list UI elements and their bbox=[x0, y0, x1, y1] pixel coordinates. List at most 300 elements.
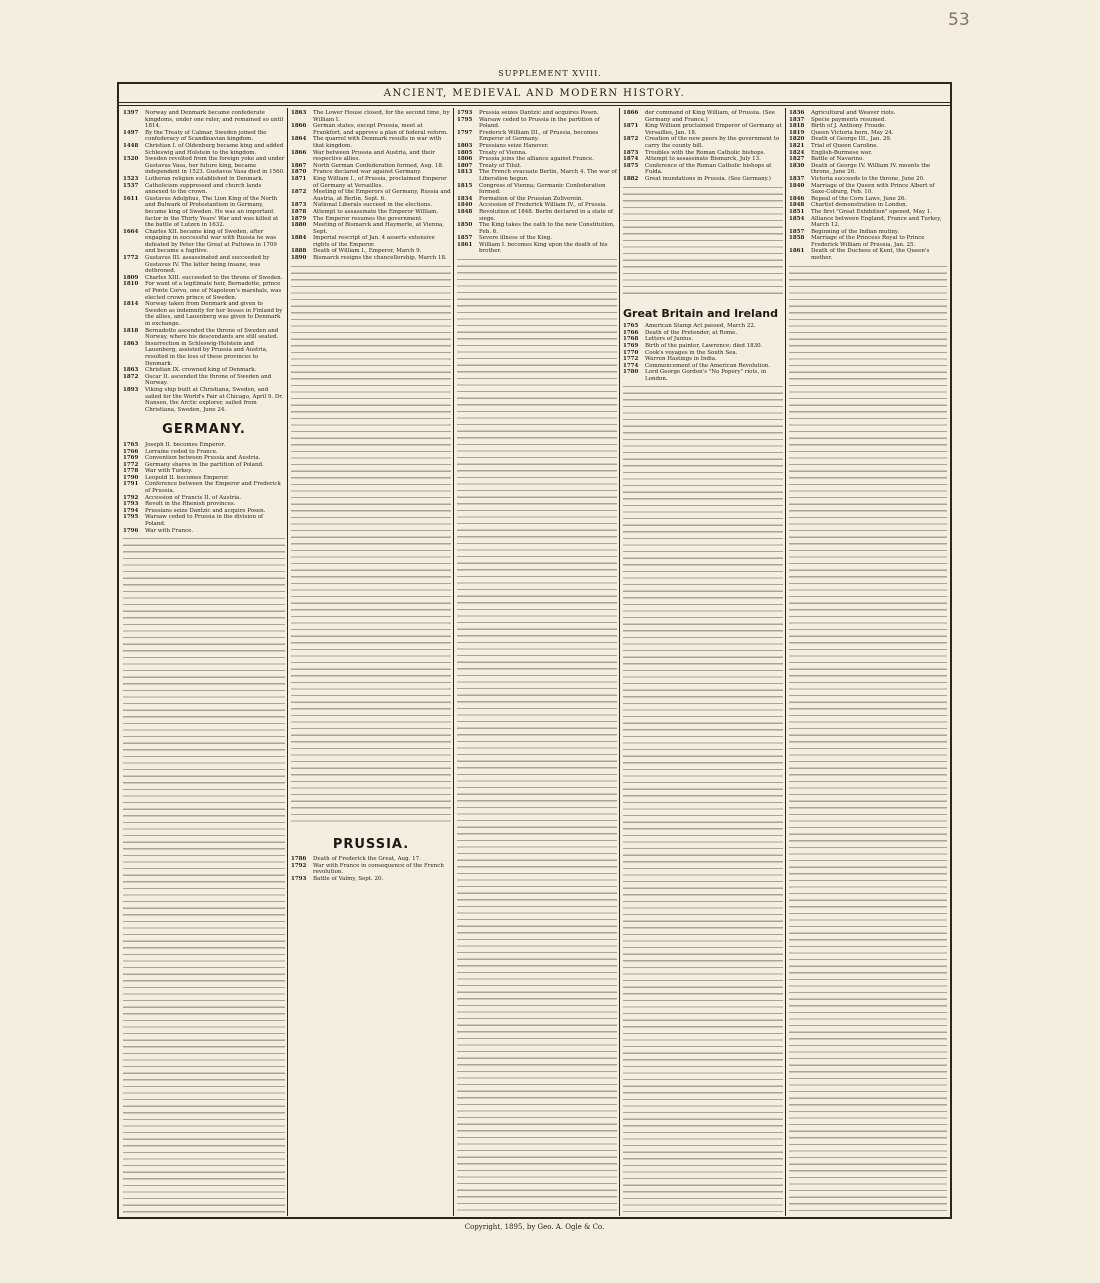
entry-year: 1790 bbox=[123, 474, 139, 481]
entry-year: 1523 bbox=[123, 175, 139, 182]
text-continuation bbox=[291, 264, 451, 824]
entry-year: 1864 bbox=[291, 136, 307, 143]
history-entry bbox=[457, 156, 617, 163]
history-entry bbox=[457, 163, 617, 170]
history-entry bbox=[123, 281, 285, 301]
entry-text: Trial of Queen Caroline. bbox=[811, 142, 879, 149]
great-britain-cont-list bbox=[789, 110, 947, 262]
history-entry bbox=[291, 163, 451, 170]
entry-year: 1884 bbox=[291, 235, 307, 242]
great-britain-list bbox=[623, 323, 783, 382]
entry-year: 1850 bbox=[457, 222, 473, 229]
history-entry bbox=[123, 275, 285, 282]
entry-text: The Lower House closed, for the second time, by William I. bbox=[313, 110, 450, 123]
entry-year: 1824 bbox=[789, 149, 805, 156]
history-entry bbox=[623, 356, 783, 363]
entry-text: Attempt to assassinate Bismarck, July 13. bbox=[645, 156, 761, 163]
entry-year: 1846 bbox=[789, 195, 805, 202]
entry-text: Conference of the Roman Catholic bishops at Fulda. bbox=[645, 162, 772, 176]
history-entry bbox=[123, 495, 285, 502]
entry-year: 1772 bbox=[123, 461, 139, 468]
history-entry bbox=[123, 229, 285, 255]
entry-text: Agricultural and Weaver riots. bbox=[811, 110, 896, 116]
entry-text: Attempt to assassinate the Emperor William. bbox=[313, 208, 439, 215]
history-frame bbox=[117, 82, 952, 1219]
entry-text: Leopold II. becomes Emperor. bbox=[145, 474, 229, 481]
entry-text: William I. becomes King upon the death of his brother. bbox=[479, 241, 608, 255]
text-continuation bbox=[457, 257, 617, 1214]
entry-text: War with Turkey. bbox=[145, 468, 193, 475]
entry-year: 1810 bbox=[123, 281, 139, 288]
germany-list bbox=[123, 442, 285, 534]
entry-text: Formation of the Prussian Zollverein. bbox=[479, 195, 584, 202]
page-title: ANCIENT, MEDIEVAL AND MODERN HISTORY. bbox=[383, 88, 686, 99]
entry-text: Letters of Junius. bbox=[645, 336, 694, 343]
entry-year: 1893 bbox=[123, 386, 139, 393]
entry-year: 1796 bbox=[123, 527, 139, 534]
history-entry bbox=[123, 501, 285, 508]
text-continuation bbox=[623, 384, 783, 1214]
history-entry bbox=[789, 209, 947, 216]
history-entry bbox=[623, 163, 783, 176]
entry-text: Death of the Pretender, at Rome. bbox=[645, 329, 738, 336]
history-entry bbox=[623, 343, 783, 350]
history-entry bbox=[789, 117, 947, 124]
history-entry bbox=[623, 363, 783, 370]
entry-year: 1880 bbox=[291, 222, 307, 229]
entry-text: Catholicism suppressed and church lands annexed to the crown. bbox=[145, 182, 262, 196]
entry-year: 1874 bbox=[623, 156, 639, 163]
entry-text: Revolution of 1848. Berlin declared in a state of siege. bbox=[479, 208, 614, 222]
entry-text: Joseph II. becomes Emperor. bbox=[145, 441, 226, 448]
copyright-line: Copyright, 1895, by Geo. A. Ogle & Co. bbox=[464, 1223, 605, 1231]
entry-text: German states, except Prussia, meet at Frankfort, and approve a plan of federal reform. bbox=[313, 123, 449, 136]
entry-year: 1772 bbox=[623, 356, 639, 363]
history-entry bbox=[623, 330, 783, 337]
history-entry bbox=[457, 143, 617, 150]
history-entry bbox=[123, 143, 285, 156]
history-entry bbox=[457, 235, 617, 242]
entry-year: 1807 bbox=[457, 162, 473, 169]
entry-year: 1840 bbox=[789, 182, 805, 189]
history-entry bbox=[291, 202, 451, 209]
page-number: 53 bbox=[948, 10, 970, 30]
entry-year: 1870 bbox=[291, 169, 307, 176]
entry-year: 1861 bbox=[789, 248, 805, 255]
entry-year: 1780 bbox=[623, 369, 639, 376]
history-entry bbox=[123, 514, 285, 527]
entry-text: The King takes the oath to the new Constitution, Feb. 6. bbox=[479, 222, 615, 235]
entry-year: 1866 bbox=[291, 123, 307, 130]
entry-year: 1813 bbox=[457, 169, 473, 176]
text-continuation bbox=[623, 185, 783, 295]
entry-text: Death of William I., Emperor, March 9. bbox=[313, 248, 422, 255]
entry-year: 1858 bbox=[789, 235, 805, 242]
prussia-cont-list bbox=[457, 110, 617, 255]
title-rule-double bbox=[119, 105, 950, 106]
germany-cont-list bbox=[291, 110, 451, 262]
entry-year: 1837 bbox=[789, 116, 805, 123]
entry-text: Lorraine ceded to France. bbox=[145, 448, 218, 455]
entry-text: Revolt in the Rhenish provinces. bbox=[145, 501, 236, 508]
entry-year: 1778 bbox=[123, 468, 139, 475]
history-entry bbox=[123, 449, 285, 456]
history-entry bbox=[623, 156, 783, 163]
history-entry bbox=[291, 176, 451, 189]
entry-year: 1664 bbox=[123, 228, 139, 235]
entry-year: 1809 bbox=[123, 274, 139, 281]
entry-text: Accession of Francis II. of Austria. bbox=[145, 494, 242, 501]
entry-text: Insurrection in Schleswig-Holstein and Lauenberg, assisted by Prussia and Austria, resulted in the loss of these provinces to Denmark. bbox=[145, 340, 268, 367]
entry-text: English-Burmese war. bbox=[811, 149, 873, 156]
history-entry bbox=[123, 156, 285, 176]
entry-year: 1861 bbox=[457, 241, 473, 248]
entry-year: 1795 bbox=[457, 116, 473, 123]
history-entry bbox=[291, 169, 451, 176]
entry-text: Meeting of Bismarck and Haymerle, at Vienna, Sept. bbox=[313, 222, 445, 235]
entry-text: Lord George Gordon's "No Popery" riots, in London. bbox=[645, 369, 767, 382]
history-entry bbox=[789, 248, 947, 261]
entry-text: Bernadotte ascended the throne of Sweden and Norway, where his descendants are still seated. bbox=[145, 327, 279, 341]
entry-year: 1611 bbox=[123, 195, 139, 202]
entry-year: 1857 bbox=[457, 235, 473, 242]
entry-year: 1866 bbox=[291, 149, 307, 156]
entry-text: Christian I. of Oldenburg became king and added Schleswig and Holstein to the kingdom. bbox=[145, 142, 284, 156]
entry-text: The first "Great Exhibition" opened, May 1. bbox=[811, 208, 933, 215]
history-entry bbox=[123, 341, 285, 367]
entry-year: 1890 bbox=[291, 255, 307, 262]
column-divider bbox=[785, 108, 786, 1216]
entry-year: 1888 bbox=[291, 248, 307, 255]
entry-text: Great inundations in Prussia. (See Germany.) bbox=[645, 175, 771, 182]
history-entry bbox=[291, 189, 451, 202]
history-entry bbox=[123, 130, 285, 143]
entry-year: 1821 bbox=[789, 142, 805, 149]
entry-year: 1772 bbox=[123, 255, 139, 262]
entry-year: 1791 bbox=[123, 481, 139, 488]
history-entry bbox=[291, 248, 451, 255]
entry-text: Warsaw ceded to Prussia in the division of Poland. bbox=[145, 514, 264, 528]
history-entry bbox=[457, 202, 617, 209]
section-heading-prussia: PRUSSIA. bbox=[332, 836, 410, 852]
entry-year: 1793 bbox=[457, 110, 473, 116]
history-entry bbox=[123, 367, 285, 374]
column-divider bbox=[453, 108, 454, 1216]
column-2 bbox=[291, 110, 451, 1214]
history-entry bbox=[789, 176, 947, 183]
history-entry bbox=[291, 222, 451, 235]
entry-text: Gustavus Adolphus, The Lion King of the North and Bulwark of Protestantism in Germany, became king of Sweden. He was an important factor in the Thirty Years' War and was killed at the battle of Lutzen in 1632. bbox=[145, 195, 279, 229]
entry-text: Gustavus III. assassinated and succeeded by Gustavus IV. The latter being insane, was dethroned. bbox=[145, 255, 270, 275]
history-entry bbox=[789, 110, 947, 117]
entry-text: Death of George IV. William IV. mounts the throne, June 26. bbox=[811, 162, 931, 176]
history-entry bbox=[123, 301, 285, 327]
entry-text: Prussia seizes Dantzic and acquires Posen. bbox=[479, 110, 599, 116]
entry-year: 1819 bbox=[789, 129, 805, 136]
history-entry bbox=[789, 150, 947, 157]
entry-text: War between Prussia and Austria, and their respective allies. bbox=[313, 149, 435, 163]
entry-year: 1875 bbox=[623, 162, 639, 169]
entry-text: Charles XII. became king of Sweden, after engaging in successful war with Russia he was defeated by Peter the Great at Pultowa in 1709 and became a fugitive. bbox=[145, 228, 277, 255]
history-entry bbox=[123, 442, 285, 449]
entry-year: 1806 bbox=[457, 156, 473, 163]
history-entry bbox=[291, 110, 451, 123]
history-entry bbox=[457, 183, 617, 196]
entry-text: North German Confederation formed, Aug. 18. bbox=[313, 162, 444, 169]
prussia-end-list bbox=[623, 110, 783, 183]
entry-text: Birth of J. Anthony Froude. bbox=[811, 123, 887, 130]
entry-text: Creation of the new peers by the government to carry the county bill. bbox=[645, 136, 780, 149]
entry-text: Specie payments resumed. bbox=[811, 116, 887, 123]
entry-text: Treaty of Tilsit. bbox=[479, 162, 522, 169]
entry-text: Warsaw ceded to Prussia in the partition of Poland. bbox=[479, 116, 600, 130]
history-entry bbox=[789, 183, 947, 196]
entry-year: 1792 bbox=[123, 494, 139, 501]
history-entry bbox=[123, 481, 285, 494]
history-entry bbox=[123, 196, 285, 229]
history-entry bbox=[123, 255, 285, 275]
entry-year: 1793 bbox=[123, 501, 139, 508]
entry-text: Accession of Frederick William IV., of Prussia. bbox=[479, 202, 608, 209]
entry-year: 1878 bbox=[291, 208, 307, 215]
history-entry bbox=[789, 216, 947, 229]
entry-year: 1786 bbox=[291, 856, 307, 863]
history-entry bbox=[623, 336, 783, 343]
entry-text: Warren Hastings in India. bbox=[645, 356, 717, 363]
entry-text: King William proclaimed Emperor of Germany at Versailles, Jan. 18. bbox=[645, 123, 782, 136]
history-entry bbox=[789, 202, 947, 209]
entry-year: 1774 bbox=[623, 362, 639, 369]
entry-year: 1857 bbox=[789, 228, 805, 235]
entry-text: Birth of the painter, Lawrence; died 1830. bbox=[645, 342, 763, 349]
history-entry bbox=[291, 216, 451, 223]
history-entry bbox=[123, 176, 285, 183]
entry-text: Victoria succeeds to the throne, June 20. bbox=[811, 175, 925, 182]
history-entry bbox=[457, 150, 617, 157]
history-entry bbox=[623, 323, 783, 330]
prussia-list bbox=[291, 856, 451, 882]
entry-text: France declared war against Germany. bbox=[313, 169, 422, 176]
entry-year: 1769 bbox=[123, 455, 139, 462]
entry-year: 1854 bbox=[789, 215, 805, 222]
entry-text: Death of George III., Jan. 29. bbox=[811, 136, 892, 143]
history-entry bbox=[623, 150, 783, 157]
entry-text: American Stamp Act passed, March 22. bbox=[645, 323, 756, 330]
entry-text: Prussians seize Dantzic and acquire Posen. bbox=[145, 507, 266, 514]
entry-year: 1863 bbox=[291, 110, 307, 116]
entry-year: 1803 bbox=[457, 142, 473, 149]
history-entry bbox=[291, 856, 451, 863]
entry-year: 1848 bbox=[457, 208, 473, 215]
supplement-label: SUPPLEMENT XVIII. bbox=[498, 69, 602, 78]
entry-year: 1873 bbox=[623, 149, 639, 156]
entry-year: 1827 bbox=[789, 156, 805, 163]
history-entry bbox=[291, 255, 451, 262]
history-entry bbox=[123, 468, 285, 475]
entry-text: The French evacuate Berlin, March 4. The war of Liberation begun. bbox=[479, 169, 617, 182]
entry-text: Conference between the Emperor and Frederick of Prussia. bbox=[145, 481, 281, 495]
history-entry bbox=[789, 136, 947, 143]
history-entry bbox=[123, 183, 285, 196]
entry-year: 1840 bbox=[457, 202, 473, 209]
entry-year: 1770 bbox=[623, 349, 639, 356]
history-entry bbox=[457, 110, 617, 117]
entry-text: Chartist demonstration in London. bbox=[811, 202, 908, 209]
history-entry bbox=[789, 163, 947, 176]
history-entry bbox=[123, 475, 285, 482]
entry-text: Frederick William III., of Prussia, becomes Emperor of Germany. bbox=[479, 129, 599, 143]
entry-year: 1769 bbox=[623, 342, 639, 349]
entry-text: Marriage of the Queen with Prince Albert of Saxe-Coburg, Feb. 10. bbox=[811, 182, 935, 196]
entry-text: Christian IX. crowned king of Denmark. bbox=[145, 367, 257, 374]
entry-year: 1797 bbox=[457, 129, 473, 136]
entry-year: 1872 bbox=[623, 136, 639, 143]
history-entry bbox=[123, 528, 285, 535]
entry-text: Beginning of the Indian mutiny. bbox=[811, 228, 900, 235]
history-entry bbox=[457, 196, 617, 203]
section-heading-germany: GERMANY. bbox=[162, 422, 246, 438]
entry-year: 1818 bbox=[789, 123, 805, 130]
entry-text: Severe illness of the King. bbox=[479, 235, 553, 242]
history-entry bbox=[457, 169, 617, 182]
entry-text: Prussia joins the alliance against France. bbox=[479, 156, 594, 163]
history-entry bbox=[291, 863, 451, 876]
column-5 bbox=[789, 110, 947, 1214]
entry-text: Alliance between England, France and Turkey, March 12. bbox=[811, 215, 942, 229]
text-continuation bbox=[789, 264, 947, 1214]
entry-year: 1879 bbox=[291, 215, 307, 222]
history-entry bbox=[457, 209, 617, 222]
entry-year: 1765 bbox=[623, 323, 639, 330]
entry-text: Marriage of the Princess Royal to Prince Frederick William of Prussia, Jan. 25. bbox=[811, 235, 925, 248]
history-entry bbox=[623, 369, 783, 382]
text-continuation bbox=[123, 536, 285, 1214]
entry-text: der command of King William, of Prussia. (See Germany and France.) bbox=[645, 110, 775, 123]
entry-text: Viking ship built at Christiana, Sweden, and sailed for the World's Fair at Chicago, April 9. Dr. Nansen, the Arctic explorer, sailed from Christiana, Sweden, June 24. bbox=[145, 386, 284, 413]
entry-year: 1815 bbox=[457, 182, 473, 189]
history-entry bbox=[623, 123, 783, 136]
entry-text: Sweden revolted from the foreign yoke and under Gustavus Vasa, her future king, became independent in 1523. Gustavus Vasa died in 1560. bbox=[145, 156, 285, 176]
history-entry bbox=[789, 196, 947, 203]
history-entry bbox=[623, 176, 783, 183]
entry-year: 1497 bbox=[123, 129, 139, 136]
history-entry bbox=[457, 130, 617, 143]
entry-year: 1848 bbox=[789, 202, 805, 209]
history-entry bbox=[457, 242, 617, 255]
column-3 bbox=[457, 110, 617, 1214]
entry-text: Commencement of the American Revolution. bbox=[645, 362, 771, 369]
section-heading-great-britain: Great Britain and Ireland bbox=[623, 306, 778, 320]
entry-text: Cook's voyages in the South Sea. bbox=[645, 349, 738, 356]
entry-year: 1863 bbox=[123, 340, 139, 347]
entry-text: Congress of Vienna; Germanic Confederation formed. bbox=[479, 182, 606, 196]
history-entry bbox=[123, 462, 285, 469]
entry-year: 1851 bbox=[789, 208, 805, 215]
entry-text: Death of the Duchess of Kent, the Queen's mother. bbox=[811, 248, 930, 262]
entry-year: 1805 bbox=[457, 149, 473, 156]
entry-text: Meeting of the Emperors of Germany, Russia and Austria, at Berlin, Sept. 6. bbox=[313, 189, 451, 202]
entry-text: For want of a legitimate heir, Bernadotte, prince of Ponte Corvo, one of Napoleon's marshals, was elected crown prince of Sweden. bbox=[145, 281, 282, 301]
history-entry bbox=[623, 136, 783, 149]
history-entry bbox=[789, 143, 947, 150]
entry-year: 1837 bbox=[789, 175, 805, 182]
history-entry bbox=[789, 235, 947, 248]
entry-year: 1768 bbox=[623, 336, 639, 343]
entry-text: The Emperor resumes the government. bbox=[313, 215, 423, 222]
history-entry bbox=[291, 123, 451, 136]
history-entry bbox=[623, 110, 783, 123]
entry-year: 1765 bbox=[123, 441, 139, 448]
entry-year: 1397 bbox=[123, 110, 139, 116]
entry-year: 1871 bbox=[291, 175, 307, 182]
entry-text: Norway taken from Denmark and given to Sweden as indemnity for her losses in Finland by the allies, and Lauenberg was given to Denmark in exchange. bbox=[145, 301, 283, 327]
history-entry bbox=[457, 117, 617, 130]
entry-year: 1766 bbox=[623, 329, 639, 336]
entry-year: 1830 bbox=[789, 162, 805, 169]
history-entry bbox=[123, 508, 285, 515]
entry-text: Treaty of Vienna. bbox=[479, 149, 527, 156]
entry-text: By the Treaty of Calmar, Sweden joined the confederacy of Scandinavian kingdom. bbox=[145, 129, 267, 143]
column-divider bbox=[287, 108, 288, 1216]
column-4 bbox=[623, 110, 783, 1214]
entry-year: 1882 bbox=[623, 175, 639, 182]
entry-text: Prussians seize Hanover. bbox=[479, 142, 549, 149]
entry-text: Death of Frederick the Great, Aug. 17. bbox=[313, 856, 421, 863]
history-entry bbox=[123, 110, 285, 130]
entry-text: Battle of Valmy, Sept. 20. bbox=[313, 876, 384, 883]
entry-year: 1766 bbox=[123, 448, 139, 455]
entry-year: 1818 bbox=[123, 327, 139, 334]
history-entry bbox=[789, 229, 947, 236]
entry-text: War with France. bbox=[145, 527, 194, 534]
entry-year: 1448 bbox=[123, 142, 139, 149]
history-entry bbox=[291, 235, 451, 248]
entry-year: 1863 bbox=[123, 367, 139, 374]
scandinavia-list bbox=[123, 110, 285, 413]
entry-year: 1520 bbox=[123, 156, 139, 163]
entry-text: Oscar II. ascended the throne of Sweden and Norway. bbox=[145, 373, 272, 387]
entry-year: 1872 bbox=[291, 189, 307, 196]
history-entry bbox=[123, 455, 285, 462]
history-entry bbox=[291, 136, 451, 149]
history-entry bbox=[123, 328, 285, 341]
title-rule bbox=[119, 102, 950, 103]
entry-year: 1872 bbox=[123, 373, 139, 380]
entry-text: King William I., of Prussia, proclaimed Emperor of Germany at Versailles. bbox=[313, 175, 447, 189]
entry-year: 1873 bbox=[291, 202, 307, 209]
entry-year: 1871 bbox=[623, 123, 639, 130]
entry-year: 1814 bbox=[123, 301, 139, 308]
history-entry bbox=[291, 209, 451, 216]
history-entry bbox=[291, 150, 451, 163]
history-entry bbox=[789, 130, 947, 137]
entry-year: 1866 bbox=[623, 110, 639, 116]
entry-year: 1793 bbox=[291, 876, 307, 883]
entry-text: Bismarck resigns the chancellorship, March 18. bbox=[313, 255, 447, 262]
entry-year: 1794 bbox=[123, 507, 139, 514]
history-entry bbox=[789, 123, 947, 130]
entry-year: 1836 bbox=[789, 110, 805, 116]
entry-text: Lutheran religion established in Denmark. bbox=[145, 175, 264, 182]
entry-text: Repeal of the Corn Laws, June 26. bbox=[811, 195, 907, 202]
history-entry bbox=[789, 156, 947, 163]
entry-text: Norway and Denmark became confederate kingdoms, under one ruler, and remained so until 1814. bbox=[145, 110, 284, 130]
entry-text: Convention between Prussia and Austria. bbox=[145, 455, 261, 462]
entry-text: Troubles with the Roman Catholic bishops. bbox=[645, 149, 766, 156]
entry-text: Queen Victoria born, May 24. bbox=[811, 129, 894, 136]
history-entry bbox=[123, 387, 285, 413]
history-entry bbox=[457, 222, 617, 235]
